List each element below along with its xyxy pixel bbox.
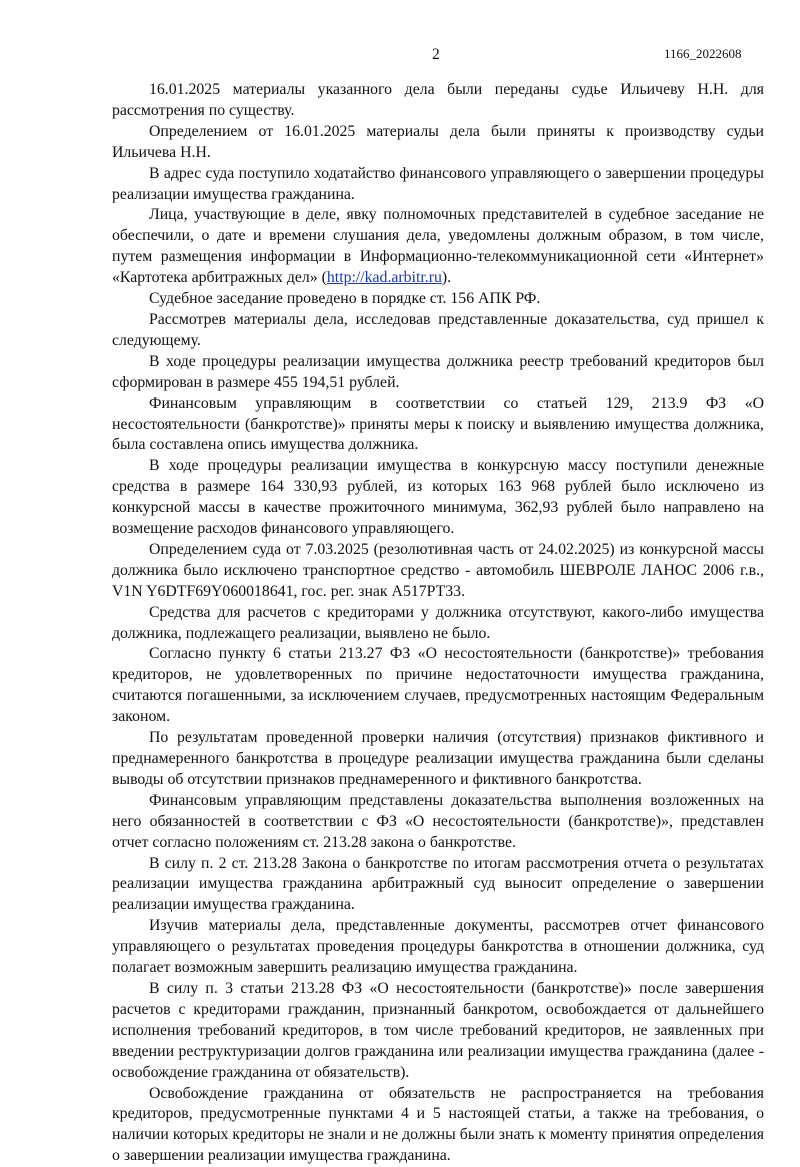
paragraph-manager-report: Финансовым управляющим представлены доказательства выполнения возложенных на него обязанностей в соответствии с ФЗ «О несостоятельности (банкротстве)», представлен отчет согласно положениям ст. 213.28 закона о банкротстве. [112,791,764,854]
paragraph-text: ). [442,269,451,286]
paragraph-text: Лица, участвующие в деле, явку полномочных представителей в судебное заседание не обеспечили, о дате и времени слушания дела, уведомлены должным образом, в том числе, путем размещения информации в Информационно-телекоммуникационной сети «Интернет» «Картотека арбитражных дел» ( [112,206,764,286]
paragraph-no-funds: Средства для расчетов с кредиторами у должника отсутствуют, какого-либо имущества должника, подлежащего реализации, выявлено не было. [112,603,764,645]
paragraph-hearing-procedure: Судебное заседание проведено в порядке ст. 156 АПК РФ. [112,289,764,310]
paragraph-claims-repaid: Согласно пункту 6 статьи 213.27 ФЗ «О несостоятельности (банкротстве)» требования кредиторов, не удовлетворенных по причине недостаточности имущества гражданина, считаются погашенными, за исключением случаев, предусмотренных настоящим Федеральным законом. [112,644,764,728]
paragraph-petition-received: В адрес суда поступило ходатайство финансового управляющего о завершении процедуры реализации имущества гражданина. [112,164,764,206]
paragraph-court-conclusion: Изучив материалы дела, представленные документы, рассмотрев отчет финансового управляющего о результатах проведения процедуры банкротства в отношении должника, суд полагает возможным завершить реализацию имущества гражданина. [112,916,764,979]
paragraph-fictitious-bankruptcy-check: По результатам проведенной проверки наличия (отсутствия) признаков фиктивного и преднамеренного банкротства в процедуре реализации имущества гражданина были сделаны выводы об отсутствии признаков преднамеренного и фиктивного банкротства. [112,728,764,791]
paragraph-parties-notified [112,205,764,289]
paragraph-article-213-28-p2: В силу п. 2 ст. 213.28 Закона о банкротстве по итогам рассмотрения отчета о результатах реализации имущества гражданина арбитражный суд выносит определение о завершении реализации имущества гражданина. [112,854,764,917]
paragraph-property-search: Финансовым управляющим в соответствии со статьей 129, 213.9 ФЗ «О несостоятельности (банкротстве)» приняты меры к поиску и выявлению имущества должника, была составлена опись имущества должника. [112,394,764,457]
page-number: 2 [432,46,440,64]
kad-arbitr-link[interactable]: http://kad.arbitr.ru [327,269,442,286]
paragraph-article-213-28-p3: В силу п. 3 статьи 213.28 ФЗ «О несостоятельности (банкротстве)» после завершения расчетов с кредиторами гражданин, признанный банкротом, освобождается от дальнейшего исполнения требований кредиторов, в том числе требований кредиторов, не заявленных при введении реструктуризации долгов гражданина или реализации имущества гражданина (далее - освобождение гражданина от обязательств). [112,979,764,1084]
paragraph-funds-received: В ходе процедуры реализации имущества в конкурсную массу поступили денежные средства в размере 164 330,93 рублей, из которых 163 968 рублей было исключено из конкурсной массы в качестве прожиточного минимума, 362,93 рублей было направлено на возмещение расходов финансового управляющего. [112,456,764,540]
paragraph-court-considered: Рассмотрев материалы дела, исследовав представленные доказательства, суд пришел к следующему. [112,310,764,352]
paragraph-release-exceptions: Освобождение гражданина от обязательств не распространяется на требования кредиторов, предусмотренные пунктами 4 и 5 настоящей статьи, а также на требования, о наличии которых кредиторы не знали и не должны были знать к моменту принятия определения о завершении реализации имущества гражданина. [112,1084,764,1167]
paragraph-transfer-to-judge: 16.01.2025 материалы указанного дела были переданы судье Ильичеву Н.Н. для рассмотрения по существу. [112,80,764,122]
document-body [112,80,764,1167]
paragraph-accepted-for-proceedings: Определением от 16.01.2025 материалы дела были приняты к производству судьи Ильичева Н.Н. [112,122,764,164]
paragraph-creditor-registry: В ходе процедуры реализации имущества должника реестр требований кредиторов был сформирован в размере 455 194,51 рублей. [112,352,764,394]
document-id: 1166_2022608 [664,46,742,62]
page-header [0,44,800,68]
paragraph-vehicle-excluded: Определением суда от 7.03.2025 (резолютивная часть от 24.02.2025) из конкурсной массы должника было исключено транспортное средство - автомобиль ШЕВРОЛЕ ЛАНОС 2006 г.в., V1N Y6DTF69Y060018641, гос. рег. знак А517РТ33. [112,540,764,603]
